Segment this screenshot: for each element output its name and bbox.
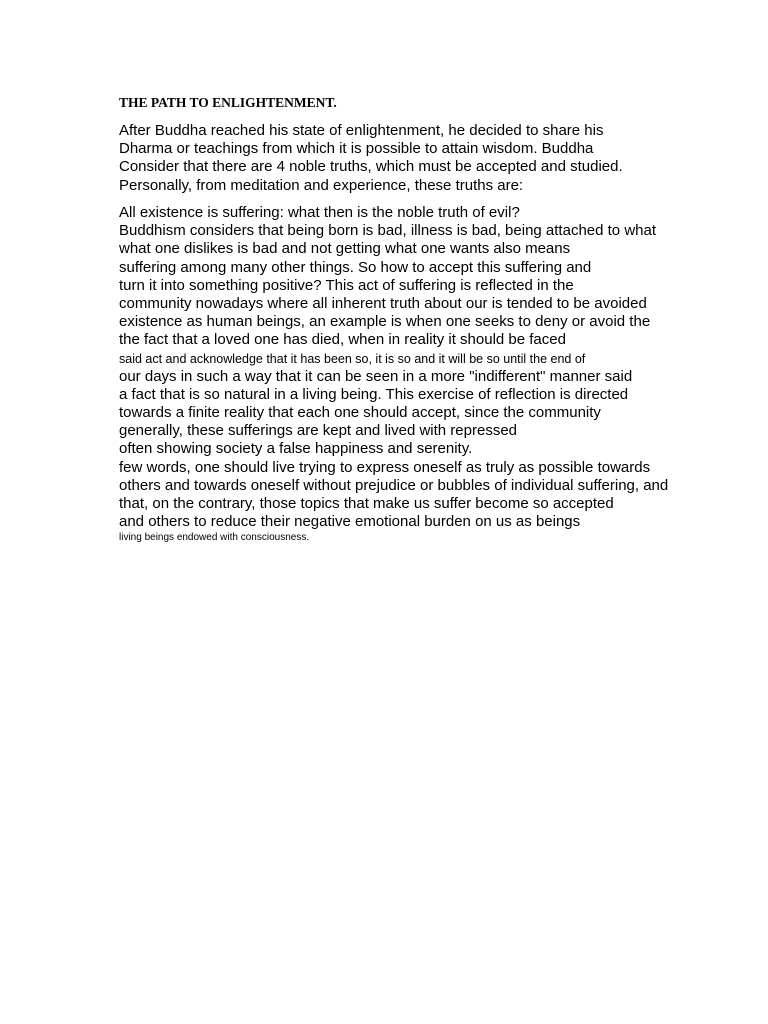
text-line: the fact that a loved one has died, when in reality it should be faced	[119, 331, 566, 349]
text-line: Personally, from meditation and experience, these truths are:	[119, 176, 524, 194]
text-line: Consider that there are 4 noble truths, which must be accepted and studied.	[119, 158, 623, 176]
text-line: living beings endowed with consciousness.	[119, 532, 310, 544]
text-line: that, on the contrary, those topics that make us suffer become so accepted	[119, 495, 614, 512]
text-line: our days in such a way that it can be seen in a more "indifferent" manner said	[119, 367, 633, 385]
document-title: THE PATH TO ENLIGHTENMENT.	[119, 95, 337, 110]
text-line: others and towards oneself without prejudice or bubbles of individual suffering, and	[119, 476, 669, 494]
text-line: generally, these sufferings are kept and lived with repressed	[119, 422, 518, 440]
text-line: suffering among many other things. So how to accept this suffering and	[119, 258, 592, 276]
text-line: community nowadays where all inherent truth about our is tended to be avoided	[119, 294, 647, 312]
text-line: few words, one should live trying to express oneself as truly as possible towards	[119, 458, 651, 476]
text-line: what one dislikes is bad and not getting what one wants also means	[119, 240, 571, 258]
text-line: often showing society a false happiness and serenity.	[119, 440, 473, 458]
text-line: existence as human beings, an example is when one seeks to deny or avoid the	[119, 313, 651, 331]
intro-paragraph	[119, 122, 623, 195]
text-line: a fact that is so natural in a living being. This exercise of reflection is directed	[119, 385, 629, 403]
body-paragraph	[119, 204, 668, 545]
text-line: towards a finite reality that each one should accept, since the community	[119, 404, 601, 422]
text-line: All existence is suffering: what then is the noble truth of evil?	[119, 204, 520, 221]
text-line: After Buddha reached his state of enlightenment, he decided to share his	[119, 122, 604, 139]
text-line: turn it into something positive? This act of suffering is reflected in the	[119, 276, 574, 294]
text-line: said act and acknowledge that it has been so, it is so and it will be so until the end of	[119, 351, 586, 366]
text-line: Dharma or teachings from which it is possible to attain wisdom. Buddha	[119, 140, 594, 158]
text-line: and others to reduce their negative emotional burden on us as beings	[119, 513, 581, 531]
text-line: Buddhism considers that being born is bad, illness is bad, being attached to what	[119, 222, 656, 240]
